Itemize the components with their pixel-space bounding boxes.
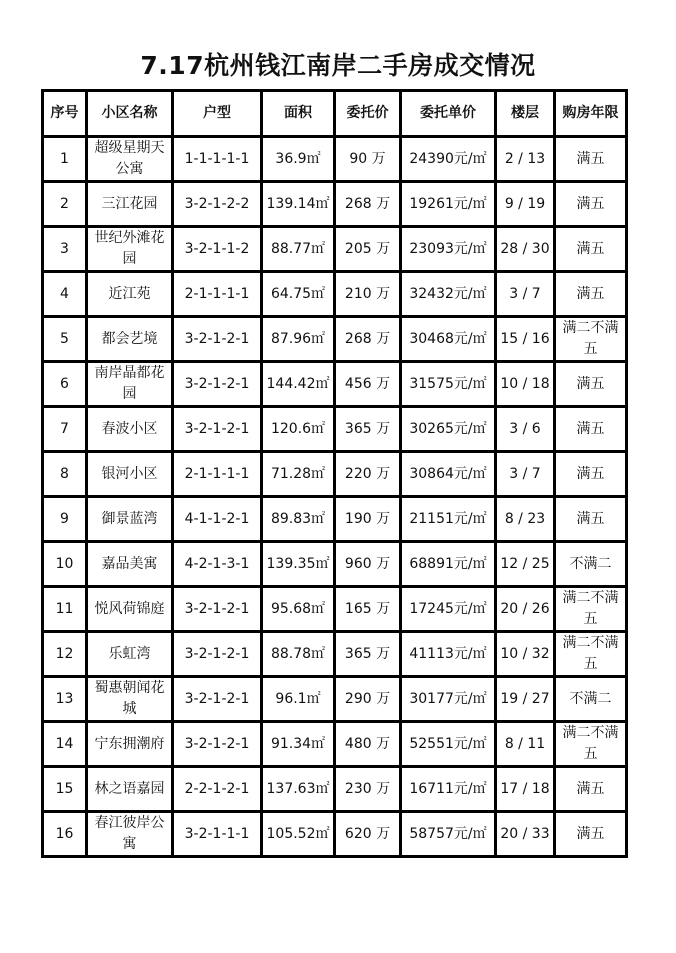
cell-unit-price: 58757元/㎡	[401, 812, 496, 857]
header-floor: 楼层	[496, 91, 555, 137]
header-holding-period: 购房年限	[555, 91, 627, 137]
header-index: 序号	[43, 91, 87, 137]
cell-area: 144.42㎡	[262, 362, 335, 407]
cell-area: 89.83㎡	[262, 497, 335, 542]
cell-index: 8	[43, 452, 87, 497]
cell-layout: 3-2-1-2-1	[173, 362, 262, 407]
table-row	[43, 542, 627, 587]
cell-area: 88.77㎡	[262, 227, 335, 272]
table-row	[43, 677, 627, 722]
cell-listing-price: 90 万	[335, 137, 401, 182]
table-row	[43, 587, 627, 632]
cell-community-name: 御景蓝湾	[87, 497, 173, 542]
header-area: 面积	[262, 91, 335, 137]
cell-listing-price: 365 万	[335, 632, 401, 677]
cell-unit-price: 68891元/㎡	[401, 542, 496, 587]
cell-floor: 3 / 7	[496, 452, 555, 497]
cell-unit-price: 41113元/㎡	[401, 632, 496, 677]
cell-holding-period: 满五	[555, 137, 627, 182]
table-row	[43, 812, 627, 857]
cell-listing-price: 620 万	[335, 812, 401, 857]
page-title: 7.17杭州钱江南岸二手房成交情况	[140, 51, 536, 80]
cell-area: 96.1㎡	[262, 677, 335, 722]
cell-listing-price: 290 万	[335, 677, 401, 722]
cell-index: 10	[43, 542, 87, 587]
table-row	[43, 137, 627, 182]
cell-index: 11	[43, 587, 87, 632]
cell-community-name: 春江彼岸公寓	[87, 812, 173, 857]
cell-floor: 20 / 33	[496, 812, 555, 857]
cell-area: 139.14㎡	[262, 182, 335, 227]
cell-floor: 20 / 26	[496, 587, 555, 632]
cell-floor: 17 / 18	[496, 767, 555, 812]
table-row	[43, 227, 627, 272]
cell-layout: 3-2-1-2-1	[173, 632, 262, 677]
cell-layout: 2-1-1-1-1	[173, 272, 262, 317]
cell-layout: 2-2-1-2-1	[173, 767, 262, 812]
cell-area: 36.9㎡	[262, 137, 335, 182]
header-community-name: 小区名称	[87, 91, 173, 137]
cell-index: 6	[43, 362, 87, 407]
cell-holding-period: 满二不满五	[555, 632, 627, 677]
cell-unit-price: 19261元/㎡	[401, 182, 496, 227]
cell-listing-price: 165 万	[335, 587, 401, 632]
cell-holding-period: 满五	[555, 812, 627, 857]
cell-layout: 2-1-1-1-1	[173, 452, 262, 497]
cell-listing-price: 365 万	[335, 407, 401, 452]
cell-listing-price: 190 万	[335, 497, 401, 542]
cell-holding-period: 满五	[555, 182, 627, 227]
cell-index: 5	[43, 317, 87, 362]
cell-floor: 9 / 19	[496, 182, 555, 227]
table-row	[43, 632, 627, 677]
cell-holding-period: 不满二	[555, 542, 627, 587]
cell-index: 1	[43, 137, 87, 182]
cell-floor: 28 / 30	[496, 227, 555, 272]
cell-listing-price: 220 万	[335, 452, 401, 497]
cell-area: 87.96㎡	[262, 317, 335, 362]
cell-floor: 10 / 18	[496, 362, 555, 407]
cell-floor: 3 / 7	[496, 272, 555, 317]
table-row	[43, 182, 627, 227]
cell-holding-period: 满五	[555, 227, 627, 272]
cell-area: 88.78㎡	[262, 632, 335, 677]
cell-unit-price: 24390元/㎡	[401, 137, 496, 182]
cell-listing-price: 268 万	[335, 317, 401, 362]
cell-community-name: 蜀惠朝闻花城	[87, 677, 173, 722]
cell-layout: 3-2-1-2-1	[173, 677, 262, 722]
cell-holding-period: 满二不满五	[555, 317, 627, 362]
cell-index: 2	[43, 182, 87, 227]
cell-layout: 1-1-1-1-1	[173, 137, 262, 182]
cell-layout: 3-2-1-1-2	[173, 227, 262, 272]
table-row	[43, 452, 627, 497]
cell-community-name: 三江花园	[87, 182, 173, 227]
cell-layout: 3-2-1-2-1	[173, 722, 262, 767]
cell-layout: 3-2-1-2-1	[173, 317, 262, 362]
cell-community-name: 南岸晶都花园	[87, 362, 173, 407]
cell-layout: 4-1-1-2-1	[173, 497, 262, 542]
cell-holding-period: 满五	[555, 452, 627, 497]
cell-community-name: 宁东拥潮府	[87, 722, 173, 767]
cell-listing-price: 480 万	[335, 722, 401, 767]
cell-listing-price: 210 万	[335, 272, 401, 317]
cell-floor: 8 / 11	[496, 722, 555, 767]
cell-index: 4	[43, 272, 87, 317]
cell-unit-price: 52551元/㎡	[401, 722, 496, 767]
cell-layout: 4-2-1-3-1	[173, 542, 262, 587]
cell-holding-period: 满二不满五	[555, 722, 627, 767]
cell-unit-price: 21151元/㎡	[401, 497, 496, 542]
cell-holding-period: 满五	[555, 272, 627, 317]
cell-index: 14	[43, 722, 87, 767]
cell-listing-price: 960 万	[335, 542, 401, 587]
cell-community-name: 超级星期天公寓	[87, 137, 173, 182]
cell-area: 120.6㎡	[262, 407, 335, 452]
cell-community-name: 春波小区	[87, 407, 173, 452]
table-row	[43, 407, 627, 452]
cell-unit-price: 16711元/㎡	[401, 767, 496, 812]
cell-unit-price: 30468元/㎡	[401, 317, 496, 362]
cell-listing-price: 230 万	[335, 767, 401, 812]
cell-area: 91.34㎡	[262, 722, 335, 767]
cell-index: 15	[43, 767, 87, 812]
header-listing-price: 委托价	[335, 91, 401, 137]
cell-holding-period: 满五	[555, 407, 627, 452]
cell-floor: 12 / 25	[496, 542, 555, 587]
cell-unit-price: 30265元/㎡	[401, 407, 496, 452]
table-row	[43, 317, 627, 362]
cell-unit-price: 31575元/㎡	[401, 362, 496, 407]
cell-holding-period: 满五	[555, 767, 627, 812]
cell-floor: 19 / 27	[496, 677, 555, 722]
cell-layout: 3-2-1-1-1	[173, 812, 262, 857]
table-row	[43, 362, 627, 407]
table-row	[43, 722, 627, 767]
table-row	[43, 272, 627, 317]
transactions-table	[41, 89, 628, 858]
cell-community-name: 乐虹湾	[87, 632, 173, 677]
cell-layout: 3-2-1-2-1	[173, 587, 262, 632]
cell-community-name: 世纪外滩花园	[87, 227, 173, 272]
cell-index: 3	[43, 227, 87, 272]
header-unit-price: 委托单价	[401, 91, 496, 137]
table-header-row	[43, 91, 627, 137]
header-layout: 户型	[173, 91, 262, 137]
cell-unit-price: 23093元/㎡	[401, 227, 496, 272]
cell-floor: 15 / 16	[496, 317, 555, 362]
cell-community-name: 银河小区	[87, 452, 173, 497]
cell-area: 139.35㎡	[262, 542, 335, 587]
cell-unit-price: 30177元/㎡	[401, 677, 496, 722]
cell-holding-period: 满二不满五	[555, 587, 627, 632]
cell-listing-price: 456 万	[335, 362, 401, 407]
cell-area: 105.52㎡	[262, 812, 335, 857]
cell-area: 64.75㎡	[262, 272, 335, 317]
cell-floor: 2 / 13	[496, 137, 555, 182]
cell-listing-price: 205 万	[335, 227, 401, 272]
cell-index: 16	[43, 812, 87, 857]
cell-area: 137.63㎡	[262, 767, 335, 812]
cell-community-name: 近江苑	[87, 272, 173, 317]
cell-listing-price: 268 万	[335, 182, 401, 227]
cell-index: 7	[43, 407, 87, 452]
cell-community-name: 都会艺境	[87, 317, 173, 362]
cell-area: 71.28㎡	[262, 452, 335, 497]
cell-index: 13	[43, 677, 87, 722]
cell-area: 95.68㎡	[262, 587, 335, 632]
cell-index: 9	[43, 497, 87, 542]
table-row	[43, 497, 627, 542]
cell-layout: 3-2-1-2-2	[173, 182, 262, 227]
cell-holding-period: 满五	[555, 362, 627, 407]
cell-community-name: 嘉品美寓	[87, 542, 173, 587]
table-row	[43, 767, 627, 812]
cell-index: 12	[43, 632, 87, 677]
cell-floor: 8 / 23	[496, 497, 555, 542]
cell-holding-period: 不满二	[555, 677, 627, 722]
cell-community-name: 悦风荷锦庭	[87, 587, 173, 632]
cell-holding-period: 满五	[555, 497, 627, 542]
cell-floor: 3 / 6	[496, 407, 555, 452]
cell-floor: 10 / 32	[496, 632, 555, 677]
cell-unit-price: 32432元/㎡	[401, 272, 496, 317]
cell-unit-price: 30864元/㎡	[401, 452, 496, 497]
cell-layout: 3-2-1-2-1	[173, 407, 262, 452]
cell-community-name: 林之语嘉园	[87, 767, 173, 812]
cell-unit-price: 17245元/㎡	[401, 587, 496, 632]
